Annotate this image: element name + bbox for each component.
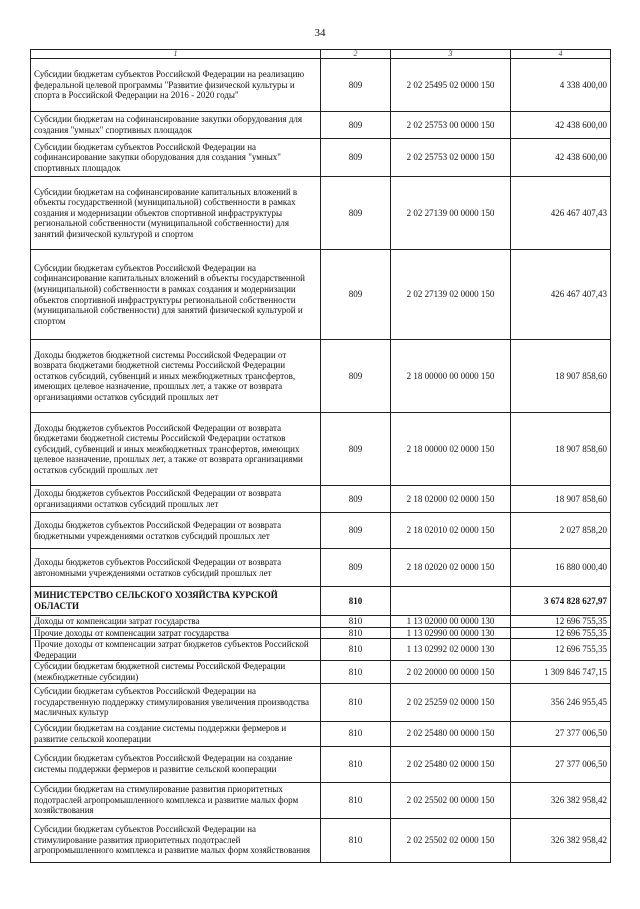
row-amount: 4 338 400,00 [511,59,611,112]
row-code: 810 [321,746,391,782]
row-name: МИНИСТЕРСТВО СЕЛЬСКОГО ХОЗЯЙСТВА КУРСКОЙ ОБЛАСТИ [31,587,321,616]
row-kbk [391,587,511,616]
row-amount: 426 467 407,43 [511,177,611,250]
row-code: 809 [321,413,391,486]
row-name: Субсидии бюджетам субъектов Российской Федерации на создание системы поддержки фермеров и развитие сельской кооперации [31,746,321,782]
column-number-row [31,50,611,59]
row-kbk: 2 18 00000 02 0000 150 [391,413,511,486]
row-code: 809 [321,177,391,250]
row-name: Прочие доходы от компенсации затрат бюджетов субъектов Российской Федерации [31,639,321,661]
table-row [31,746,611,782]
row-amount: 18 907 858,60 [511,486,611,513]
row-name: Субсидии бюджетам на стимулирование развития приоритетных подотраслей агропромышленного комплекса и развитие малых форм хозяйствования [31,782,321,818]
row-amount: 12 696 755,35 [511,616,611,628]
row-name: Доходы бюджетов субъектов Российской Федерации от возврата автономными учреждениями остатков субсидий прошлых лет [31,549,321,587]
row-kbk: 2 18 02020 02 0000 150 [391,549,511,587]
table-row [31,250,611,340]
row-code: 809 [321,340,391,413]
row-code: 809 [321,112,391,139]
row-code: 810 [321,639,391,661]
row-name: Субсидии бюджетам на софинансирование закупки оборудования для создания "умных" спортивных площадок [31,112,321,139]
row-amount: 18 907 858,60 [511,413,611,486]
row-kbk: 2 02 25502 00 0000 150 [391,782,511,818]
column-number-1: 1 [31,50,321,59]
row-amount: 356 246 955,45 [511,683,611,721]
table-row [31,818,611,862]
row-amount: 2 027 858,20 [511,513,611,549]
row-kbk: 2 02 25480 02 0000 150 [391,746,511,782]
table-row [31,177,611,250]
row-kbk: 2 02 25502 02 0000 150 [391,818,511,862]
row-amount: 42 438 600,00 [511,112,611,139]
row-code: 810 [321,683,391,721]
table-row [31,112,611,139]
row-code: 809 [321,139,391,177]
row-kbk: 1 13 02000 00 0000 130 [391,616,511,628]
row-code: 809 [321,59,391,112]
table-row [31,616,611,628]
row-kbk: 2 02 25753 00 0000 150 [391,112,511,139]
row-amount: 27 377 006,50 [511,746,611,782]
table-row [31,782,611,818]
row-amount: 3 674 828 627,97 [511,587,611,616]
row-name: Субсидии бюджетам субъектов Российской Федерации на государственную поддержку стимулирования увеличения производства масличных культур [31,683,321,721]
row-code: 809 [321,250,391,340]
column-number-4: 4 [511,50,611,59]
table-row [31,513,611,549]
revenue-table [30,49,611,863]
row-name: Доходы от компенсации затрат государства [31,616,321,628]
table-row [31,683,611,721]
table-row [31,340,611,413]
row-amount: 326 382 958,42 [511,782,611,818]
row-name: Субсидии бюджетам на софинансирование капитальных вложений в объекты государственной (муниципальной) собственности в рамках создания и модернизации объектов спортивной инфраструктуры региональной собственности (муниципальной собственности) для занятий физической культурой и спортом [31,177,321,250]
row-code: 810 [321,587,391,616]
row-amount: 326 382 958,42 [511,818,611,862]
row-code: 810 [321,661,391,683]
table-row [31,587,611,616]
row-code: 809 [321,549,391,587]
row-name: Прочие доходы от компенсации затрат государства [31,627,321,639]
page-number: 34 [314,27,326,39]
row-name: Доходы бюджетов субъектов Российской Федерации от возврата бюджетными учреждениями остатков субсидий прошлых лет [31,513,321,549]
row-kbk: 2 02 25259 02 0000 150 [391,683,511,721]
row-kbk: 1 13 02992 02 0000 130 [391,639,511,661]
row-kbk: 2 18 02000 02 0000 150 [391,486,511,513]
row-kbk: 2 18 00000 00 0000 150 [391,340,511,413]
row-code: 809 [321,486,391,513]
row-kbk: 2 02 25753 02 0000 150 [391,139,511,177]
row-amount: 12 696 755,35 [511,639,611,661]
row-code: 810 [321,721,391,746]
row-amount: 18 907 858,60 [511,340,611,413]
table-row [31,661,611,683]
row-name: Субсидии бюджетам субъектов Российской Федерации на стимулирование развития приоритетных подотраслей агропромышленного комплекса и развитие малых форм хозяйствования [31,818,321,862]
row-kbk: 2 02 25495 02 0000 150 [391,59,511,112]
table-row [31,139,611,177]
table-row [31,639,611,661]
row-amount: 27 377 006,50 [511,721,611,746]
row-kbk: 2 02 27139 02 0000 150 [391,250,511,340]
table-row [31,413,611,486]
row-amount: 42 438 600,00 [511,139,611,177]
row-code: 810 [321,616,391,628]
row-code: 810 [321,627,391,639]
table-row [31,721,611,746]
row-name: Субсидии бюджетам субъектов Российской Федерации на софинансирование закупки оборудования для создания "умных" спортивных площадок [31,139,321,177]
row-name: Доходы бюджетов бюджетной системы Российской Федерации от возврата бюджетами бюджетной системы Российской Федерации остатков субсидий, субвенций и иных межбюджетных трансфертов, имеющих целевое назначение, прошлых лет, а также от возврата организациями остатков субсидий прошлых лет [31,340,321,413]
row-amount: 12 696 755,35 [511,627,611,639]
row-name: Доходы бюджетов субъектов Российской Федерации от возврата бюджетами бюджетной системы Российской Федерации остатков субсидий, субвенций и иных межбюджетных трансфертов, имеющих целевое назначение, прошлых лет, а также от возврата организациями остатков субсидий прошлых лет [31,413,321,486]
row-amount: 1 309 846 747,15 [511,661,611,683]
row-kbk: 1 13 02990 00 0000 130 [391,627,511,639]
table-row [31,59,611,112]
column-number-3: 3 [391,50,511,59]
table-row [31,549,611,587]
row-name: Субсидии бюджетам на создание системы поддержки фермеров и развитие сельской кооперации [31,721,321,746]
row-name: Субсидии бюджетам субъектов Российской Федерации на реализацию федеральной целевой программы "Развитие физической культуры и спорта в Российской Федерации на 2016 - 2020 годы" [31,59,321,112]
row-code: 810 [321,782,391,818]
row-code: 810 [321,818,391,862]
row-name: Доходы бюджетов субъектов Российской Федерации от возврата организациями остатков субсидий прошлых лет [31,486,321,513]
row-name: Субсидии бюджетам бюджетной системы Российской Федерации (межбюджетные субсидии) [31,661,321,683]
row-kbk: 2 02 27139 00 0000 150 [391,177,511,250]
column-number-2: 2 [321,50,391,59]
table-row [31,486,611,513]
row-kbk: 2 02 25480 00 0000 150 [391,721,511,746]
row-amount: 16 880 000,40 [511,549,611,587]
row-name: Субсидии бюджетам субъектов Российской Федерации на софинансирование капитальных вложений в объекты государственной (муниципальной) собственности в рамках создания и модернизации объектов спортивной инфраструктуры региональной собственности (муниципальной собственности) для занятий физической культурой и спортом [31,250,321,340]
table-row [31,627,611,639]
row-code: 809 [321,513,391,549]
row-kbk: 2 02 20000 00 0000 150 [391,661,511,683]
row-kbk: 2 18 02010 02 0000 150 [391,513,511,549]
row-amount: 426 467 407,43 [511,250,611,340]
